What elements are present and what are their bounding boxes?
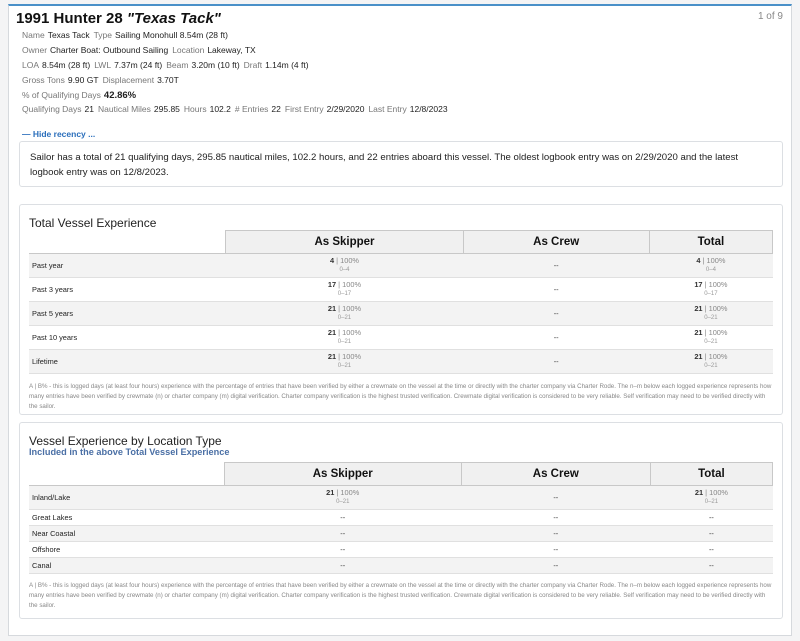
table-row (29, 278, 773, 302)
cell-total (650, 542, 772, 558)
cell-total (650, 486, 772, 510)
cell-total (649, 326, 772, 350)
verified-percent: | 100% (704, 328, 728, 337)
verified-percent: | 100% (704, 352, 728, 361)
column-header: Total (650, 463, 772, 486)
logged-days: 21 (694, 328, 703, 337)
cell-value (650, 304, 771, 314)
detail-row (22, 45, 260, 55)
cell-value (650, 256, 771, 266)
cell-crew (461, 526, 650, 542)
cell-value (225, 488, 460, 498)
experience-summary: Sailor has a total of 21 qualifying days, 295.85 nautical miles, 102.2 hours, and 22 entries aboard this vessel. The oldest logbook entry was on 2/29/2020 and the latest logbook entry was on 12/8/2023. (19, 141, 783, 187)
detail-label: Owner (22, 45, 48, 55)
logged-days: 4 (329, 256, 335, 265)
cell-skipper (224, 542, 461, 558)
cell-value (227, 352, 462, 362)
location-experience-table (29, 462, 773, 574)
cell-crew (463, 254, 649, 278)
verified-percent: | 100% (702, 256, 726, 265)
cell-empty: -- (553, 332, 559, 342)
verification-range: 0–21 (704, 315, 718, 321)
table-row (29, 558, 773, 574)
cell-skipper (226, 302, 463, 326)
detail-row (22, 90, 140, 101)
verified-percent: | 100% (705, 488, 729, 497)
verification-range: 0–4 (339, 267, 350, 273)
verification-range: 0–17 (704, 291, 718, 297)
detail-label: Last Entry (368, 104, 407, 114)
table-header-row (29, 463, 773, 486)
cell-empty: -- (553, 492, 559, 502)
cell-empty: -- (708, 560, 714, 570)
detail-value: 21 (84, 104, 94, 114)
verification-note: A | B% - this is logged days (at least four hours) experience with the percentage of entries that have been verified by either a crewmate on the vessel at the time or directly with the charter company via Charter Rode. The n–m below each logged experience represents how many entries have been verified by crewmate (n) or charter company (m) digital verification. Charter company verification is the highest trusted verification. Crewmate digital verification is considered to be very reliable. Self verification may need to be verified directly with the sailor. (29, 383, 772, 410)
verification-range: 0–4 (705, 267, 716, 273)
section-title: Total Vessel Experience (29, 216, 157, 230)
detail-label: Displacement (102, 75, 155, 85)
cell-value (650, 328, 771, 338)
detail-label: LWL (94, 60, 112, 70)
detail-label: Location (172, 45, 205, 55)
cell-empty: -- (708, 528, 714, 538)
detail-value: 8.54m (28 ft) (42, 60, 91, 70)
detail-value: Sailing Monohull 8.54m (28 ft) (115, 30, 228, 40)
table-row (29, 486, 773, 510)
row-label: Past 3 years (29, 278, 226, 302)
detail-value: 2/29/2020 (326, 104, 365, 114)
verification-range: 0–21 (337, 363, 352, 369)
verification-range: 0–21 (704, 499, 719, 505)
cell-skipper (226, 326, 463, 350)
logged-days: 21 (694, 352, 703, 361)
verified-percent: | 100% (338, 352, 362, 361)
section-subtitle: Included in the above Total Vessel Experience (29, 447, 230, 457)
cell-empty: -- (553, 528, 559, 538)
section-title: Vessel Experience by Location Type (29, 434, 222, 448)
cell-value (651, 488, 771, 498)
cell-total (650, 526, 772, 542)
logged-days: 21 (326, 488, 335, 497)
verified-percent: | 100% (338, 280, 362, 289)
cell-value (227, 280, 462, 290)
cell-total (649, 350, 772, 374)
cell-value (227, 256, 462, 266)
verification-range: 0–17 (337, 291, 352, 297)
verified-percent: | 100% (336, 256, 360, 265)
detail-value: 22 (271, 104, 281, 114)
cell-empty: -- (340, 512, 346, 522)
header-blank (29, 231, 226, 254)
detail-label: Qualifying Days (22, 104, 82, 114)
logged-days: 4 (696, 256, 701, 265)
logged-days: 21 (327, 352, 337, 361)
cell-value (650, 352, 771, 362)
cell-total (650, 510, 772, 526)
cell-crew (463, 326, 649, 350)
cell-total (649, 302, 772, 326)
cell-skipper (224, 486, 461, 510)
verified-percent: | 100% (336, 488, 360, 497)
verification-range: 0–21 (337, 315, 352, 321)
table-row (29, 542, 773, 558)
cell-crew (461, 558, 650, 574)
row-label: Great Lakes (29, 510, 224, 526)
table-row (29, 326, 773, 350)
cell-crew (461, 486, 650, 510)
detail-value: 3.20m (10 ft) (191, 60, 240, 70)
total-experience-section (19, 204, 783, 415)
location-experience-section (19, 422, 783, 619)
vessel-title (16, 10, 221, 27)
detail-value: Lakeway, TX (207, 45, 256, 55)
verification-range: 0–21 (337, 339, 352, 345)
cell-skipper (224, 526, 461, 542)
cell-skipper (226, 350, 463, 374)
cell-skipper (226, 278, 463, 302)
verified-percent: | 100% (704, 280, 728, 289)
detail-label: Gross Tons (22, 75, 65, 85)
cell-empty: -- (553, 560, 559, 570)
cell-value (650, 280, 771, 290)
detail-value: Texas Tack (47, 30, 90, 40)
table-row (29, 510, 773, 526)
cell-crew (463, 278, 649, 302)
detail-value: 9.90 GT (67, 75, 99, 85)
column-header: Total (649, 231, 772, 254)
row-label: Past 10 years (29, 326, 226, 350)
cell-empty: -- (340, 560, 346, 570)
cell-crew (461, 510, 650, 526)
detail-row (22, 75, 183, 85)
detail-value: 102.2 (209, 104, 231, 114)
detail-value: 7.37m (24 ft) (114, 60, 163, 70)
detail-label: Draft (243, 60, 263, 70)
vessel-title-prefix: 1991 Hunter 28 (16, 10, 123, 27)
verification-range: 0–21 (704, 339, 718, 345)
column-header: As Skipper (226, 231, 463, 254)
row-label: Offshore (29, 542, 224, 558)
verification-note: A | B% - this is logged days (at least four hours) experience with the percentage of entries that have been verified by either a crewmate on the vessel at the time or directly with the charter company via Charter Rode. The n–m below each logged experience represents how many entries have been verified by crewmate (n) or charter company (m) digital verification. Charter company verification is the highest trusted verification. Crewmate digital verification is considered to be very reliable. Self verification may need to be verified directly with the sailor. (29, 582, 772, 609)
table-header-row (29, 231, 773, 254)
detail-row (22, 104, 452, 114)
cell-skipper (226, 254, 463, 278)
vessel-title-name: "Texas Tack" (126, 10, 221, 27)
detail-label: Nautical Miles (98, 104, 151, 114)
vessel-card (8, 4, 792, 636)
cell-total (650, 558, 772, 574)
detail-label: Hours (183, 104, 207, 114)
pagination-indicator: 1 of 9 (757, 11, 783, 22)
verified-percent: | 100% (704, 304, 728, 313)
logged-days: 17 (694, 280, 703, 289)
cell-skipper (224, 510, 461, 526)
row-label: Past 5 years (29, 302, 226, 326)
cell-empty: -- (708, 544, 714, 554)
table-row (29, 302, 773, 326)
detail-row (22, 30, 232, 40)
detail-value: 1.14m (4 ft) (265, 60, 309, 70)
column-header: As Crew (463, 231, 649, 254)
detail-label: % of Qualifying Days (22, 90, 101, 100)
verified-percent: | 100% (338, 304, 362, 313)
cell-empty: -- (553, 544, 559, 554)
total-experience-table (29, 230, 773, 374)
cell-empty: -- (553, 308, 559, 318)
column-header: As Crew (461, 463, 650, 486)
header-blank (29, 463, 224, 486)
detail-label: LOA (22, 60, 40, 70)
table-row (29, 350, 773, 374)
cell-crew (461, 542, 650, 558)
cell-crew (463, 350, 649, 374)
cell-empty: -- (553, 512, 559, 522)
detail-value: 12/8/2023 (409, 104, 448, 114)
detail-row (22, 60, 313, 70)
cell-value (227, 304, 462, 314)
logged-days: 21 (694, 488, 704, 497)
verified-percent: | 100% (338, 328, 362, 337)
row-label: Canal (29, 558, 224, 574)
detail-label: Name (22, 30, 45, 40)
cell-crew (463, 302, 649, 326)
logged-days: 21 (327, 304, 337, 313)
cell-empty: -- (340, 544, 346, 554)
row-label: Past year (29, 254, 226, 278)
verification-range: 0–21 (336, 499, 350, 505)
cell-total (649, 254, 772, 278)
verification-range: 0–21 (704, 363, 718, 369)
logged-days: 21 (327, 328, 337, 337)
logged-days: 21 (694, 304, 703, 313)
cell-skipper (224, 558, 461, 574)
detail-value: 3.70T (157, 75, 179, 85)
cell-value (227, 328, 462, 338)
detail-label: First Entry (284, 104, 324, 114)
cell-total (649, 278, 772, 302)
logged-days: 17 (327, 280, 337, 289)
row-label: Near Coastal (29, 526, 224, 542)
detail-label: Type (93, 30, 113, 40)
detail-value: 42.86% (103, 90, 137, 101)
hide-recency-link[interactable]: — Hide recency ... (22, 129, 96, 139)
row-label: Lifetime (29, 350, 226, 374)
detail-value: 295.85 (153, 104, 180, 114)
table-row (29, 254, 773, 278)
cell-empty: -- (340, 528, 346, 538)
detail-value: Charter Boat: Outbound Sailing (50, 45, 169, 55)
column-header: As Skipper (224, 463, 461, 486)
detail-label: Beam (166, 60, 189, 70)
cell-empty: -- (553, 356, 559, 366)
row-label: Inland/Lake (29, 486, 224, 510)
cell-empty: -- (708, 512, 714, 522)
cell-empty: -- (553, 284, 559, 294)
table-row (29, 526, 773, 542)
cell-empty: -- (553, 260, 559, 270)
detail-label: # Entries (234, 104, 269, 114)
